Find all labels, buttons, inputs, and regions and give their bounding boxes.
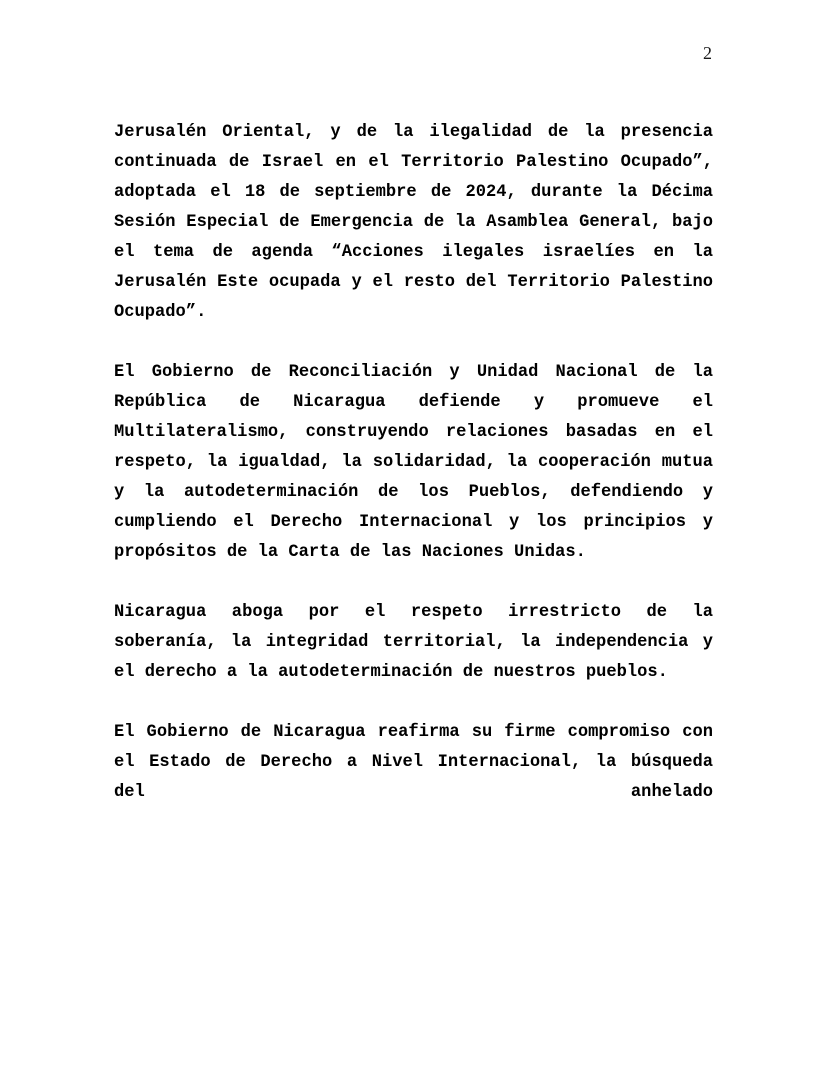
page-number: 2 — [703, 43, 712, 63]
paragraph-1: Jerusalén Oriental, y de la ilegalidad de la presencia continuada de Israel en el Territorio Palestino Ocupado”, adoptada el 18 de septiembre de 2024, durante la Décima Sesión Especial de Emergencia de la Asamblea General, bajo el tema de agenda “Acciones ilegales israelíes en la Jerusalén Este ocupada y el resto del Territorio Palestino Ocupado”. — [114, 123, 713, 322]
page-header — [0, 42, 712, 70]
paragraph-4: El Gobierno de Nicaragua reafirma su firme compromiso con el Estado de Derecho a Nivel Internacional, la búsqueda del anhelado — [114, 723, 713, 802]
paragraph-2: El Gobierno de Reconciliación y Unidad Nacional de la República de Nicaragua defiende y promueve el Multilateralismo, construyendo relaciones basadas en el respeto, la igualdad, la solidaridad, la cooperación mutua y la autodeterminación de los Pueblos, defendiendo y cumpliendo el Derecho Internacional y los principios y propósitos de la Carta de las Naciones Unidas. — [114, 363, 713, 562]
document-body — [114, 118, 713, 808]
paragraph-3: Nicaragua aboga por el respeto irrestricto de la soberanía, la integridad territorial, la independencia y el derecho a la autodeterminación de nuestros pueblos. — [114, 603, 713, 682]
